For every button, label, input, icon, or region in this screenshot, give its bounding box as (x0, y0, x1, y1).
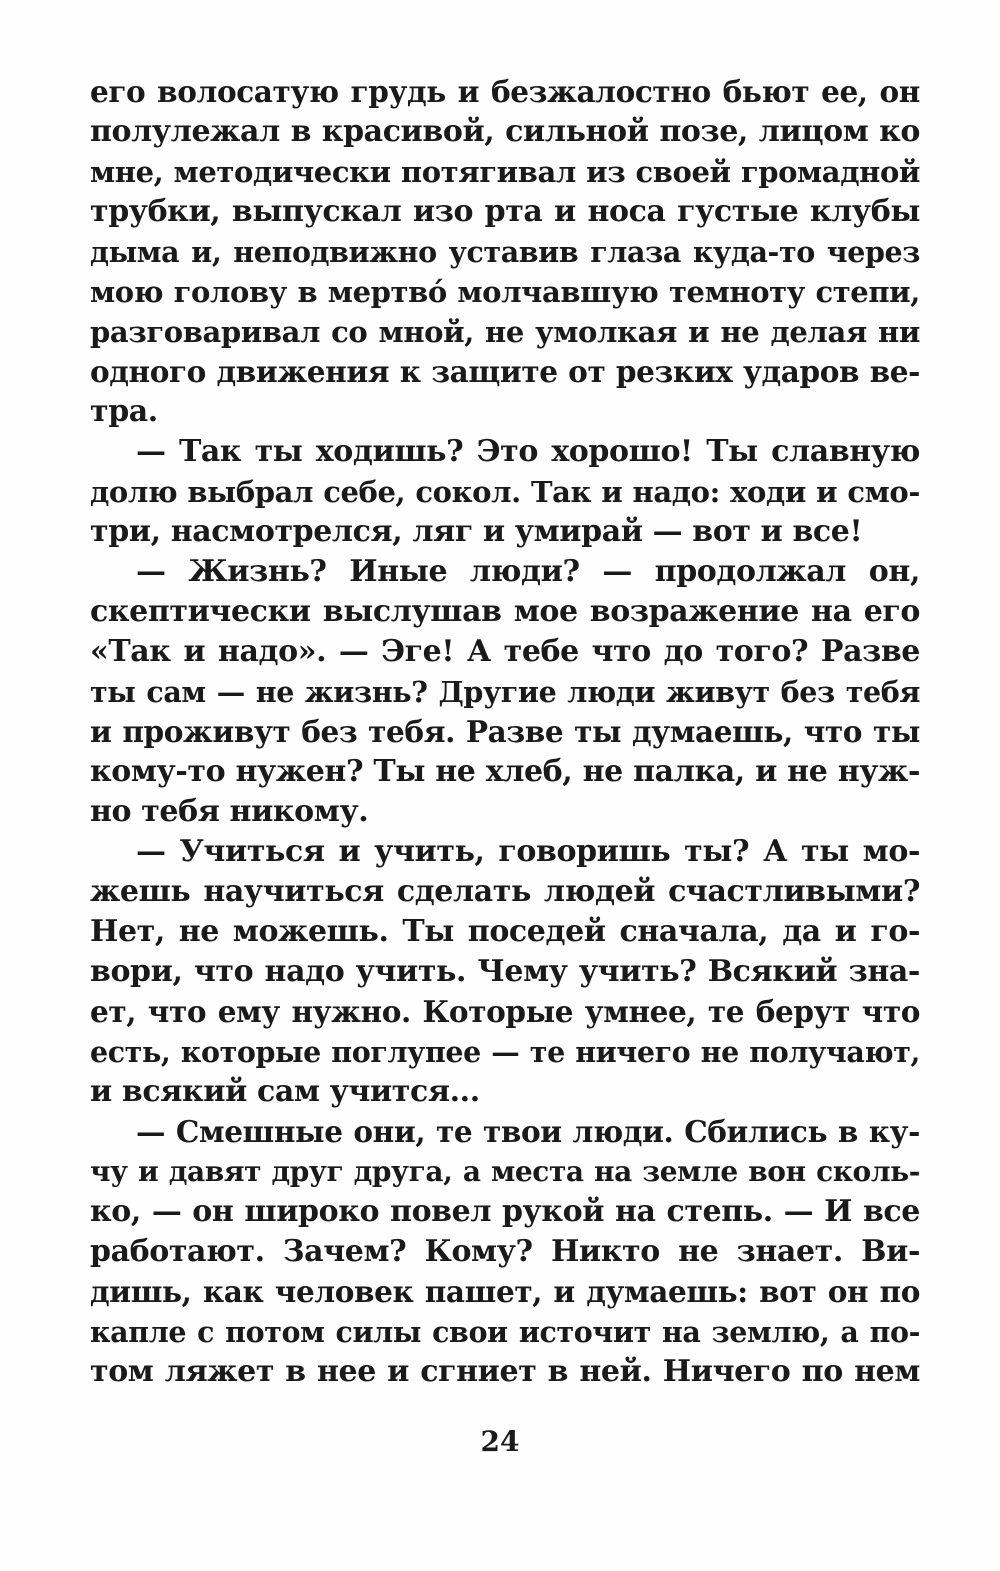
text-line: долю выбрал себе, сокол. Так и надо: ходи и смо- (90, 475, 920, 509)
text-line: мне, методически потягивал из своей громадной (90, 155, 920, 189)
text-line: одного движения к защите от резких ударов ве- (90, 354, 920, 389)
text-line: три, насмотрелся, ляг и умирай — вот и все! (90, 514, 863, 549)
text-line: мою голову в мертво́ молчавшую темноту степи, (90, 275, 920, 309)
text-line: дишь, как человек пашет, и думаешь: вот он по (90, 1274, 920, 1309)
text-line: вори, что надо учить. Чему учить? Всякий зна- (90, 954, 920, 989)
text-line: — Жизнь? Иные люди? — продолжал он, (136, 554, 920, 589)
text-line: трубки, выпускал изо рта и носа густые клубы (90, 194, 920, 229)
text-line: — Так ты ходишь? Это хорошо! Ты славную (136, 434, 920, 469)
text-line: ко, — он широко повел рукой на степь. — И все (90, 1194, 920, 1229)
text-line: его волосатую грудь и безжалостно бьют ее, он (90, 74, 920, 109)
text-line: полулежал в красивой, сильной позе, лицом ко (90, 114, 920, 149)
text-line: «Так и надо». — Эге! А тебе что до того? Разве (90, 634, 920, 669)
text-line: и проживут без тебя. Разве ты думаешь, что ты (90, 714, 920, 749)
text-line: ет, что ему нужно. Которые умнее, те берут что (90, 994, 920, 1029)
text-line: тра. (90, 394, 158, 429)
text-line: — Смешные они, те твои люди. Сбились в ку- (136, 1114, 920, 1149)
text-line: разговаривал со мной, не умолкая и не делая ни (90, 315, 920, 349)
text-line: ты сам — не жизнь? Другие люди живут без тебя (90, 675, 920, 709)
body-text (90, 72, 920, 1392)
text-line: дыма и, неподвижно уставив глаза куда-то через (90, 235, 920, 269)
text-line: скептически выслушав мое возражение на его (90, 594, 920, 629)
text-line: жешь научиться сделать людей счастливыми? (90, 874, 920, 909)
text-line: — Учиться и учить, говоришь ты? А ты мо- (136, 834, 920, 869)
text-line: том ляжет в нее и сгниет в ней. Ничего по нем (90, 1354, 920, 1389)
text-line: но тебя никому. (90, 794, 369, 829)
text-line: кому-то нужен? Ты не хлеб, не палка, и не нуж- (90, 754, 920, 789)
text-line: чу и давят друг друга, а места на земле вон сколь- (90, 1155, 920, 1188)
page-number: 24 (480, 1425, 520, 1458)
text-line: капле с потом силы свои источит на землю, а по- (90, 1315, 920, 1349)
text-line: и всякий сам учится... (90, 1074, 480, 1109)
text-line: работают. Зачем? Кому? Никто не знает. Ви- (90, 1234, 920, 1269)
text-line: Нет, не можешь. Ты поседей сначала, да и го- (90, 914, 920, 949)
text-line: есть, которые поглупее — те ничего не получают, (90, 1035, 920, 1069)
